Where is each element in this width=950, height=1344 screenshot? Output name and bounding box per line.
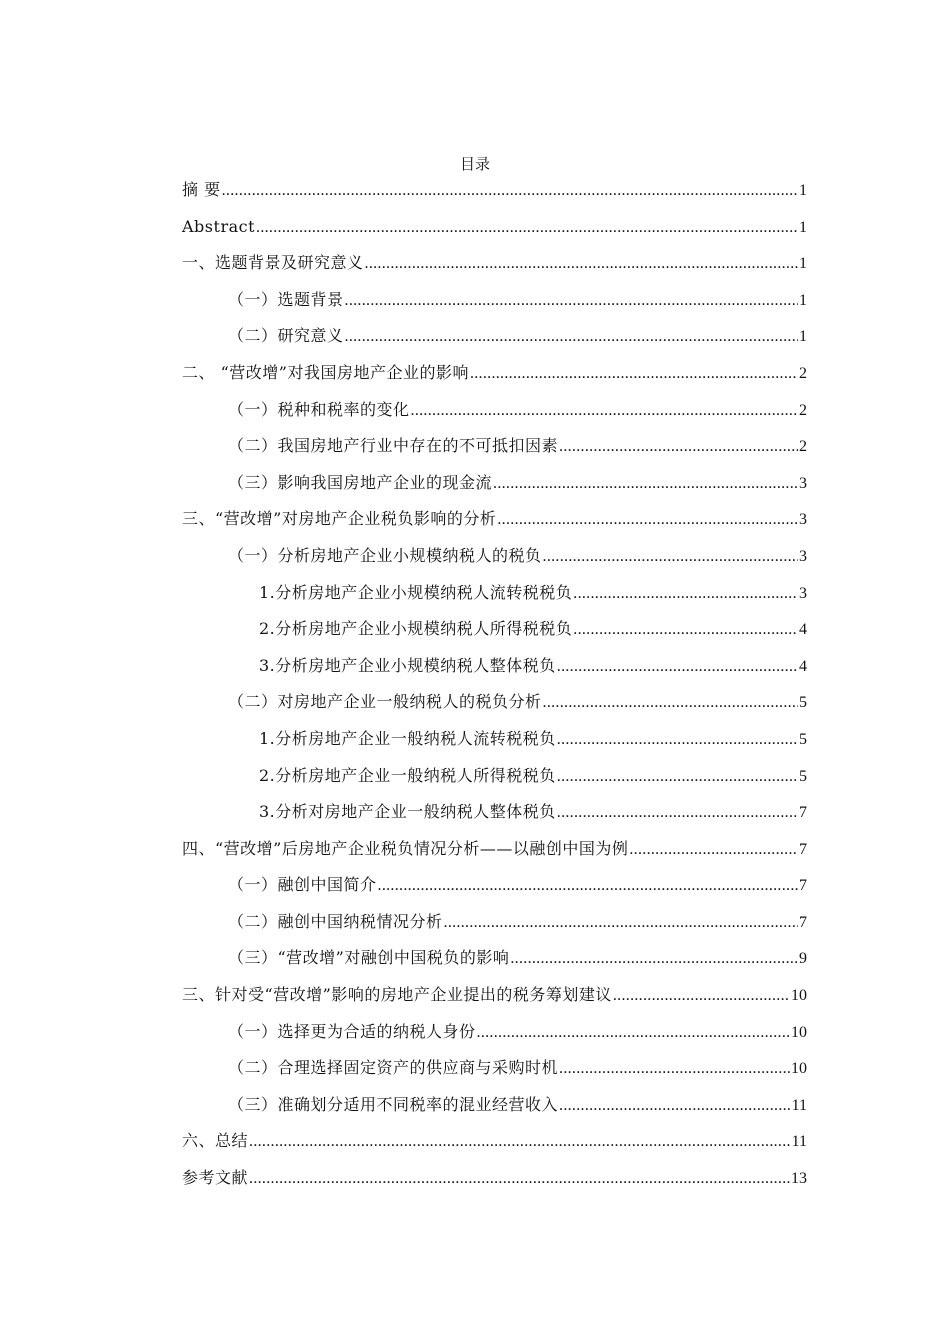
toc-entry-page-number: 5: [799, 730, 807, 748]
toc-entry[interactable]: [182, 907, 807, 944]
toc-entry[interactable]: [182, 468, 807, 505]
dot-leader: [444, 907, 798, 938]
toc-entry-page-number: 4: [799, 621, 807, 639]
toc-entry-title: 3.分析对房地产企业一般纳税人整体税负: [259, 802, 556, 822]
toc-entry-title: Abstract: [182, 216, 256, 236]
toc-entry-page-number: 10: [791, 1060, 807, 1078]
toc-entry-page-number: 3: [799, 547, 807, 565]
toc-title: 目录: [459, 155, 490, 173]
table-of-contents: [182, 175, 807, 1200]
toc-entry[interactable]: [182, 541, 807, 578]
toc-entry-title: （一）选择更为合适的纳税人身份: [228, 1021, 476, 1041]
toc-entry-title: （三）影响我国房地产企业的现金流: [228, 472, 493, 492]
toc-entry-title: （二）研究意义: [228, 326, 344, 346]
toc-entry-title: 三、针对受“营改增”影响的房地产企业提出的税务筹划建议: [182, 985, 612, 1005]
toc-entry-title: 1.分析房地产企业一般纳税人流转税税负: [259, 728, 556, 748]
toc-entry[interactable]: [182, 321, 807, 358]
toc-entry[interactable]: [182, 797, 807, 834]
toc-entry-page-number: 7: [799, 913, 807, 931]
toc-entry[interactable]: [182, 834, 807, 871]
dot-leader: [345, 285, 798, 316]
toc-entry-title: 二、 “营改增”对我国房地产企业的影响: [182, 362, 469, 382]
toc-entry[interactable]: [182, 724, 807, 761]
toc-entry[interactable]: [182, 1053, 807, 1090]
toc-entry-page-number: 2: [799, 401, 807, 419]
toc-entry-title: 参考文献: [182, 1168, 249, 1188]
toc-entry-title: 3.分析房地产企业小规模纳税人整体税负: [259, 655, 556, 675]
toc-entry-title: （一）分析房地产企业小规模纳税人的税负: [228, 545, 542, 565]
toc-entry-page-number: 1: [799, 291, 807, 309]
toc-entry-page-number: 3: [799, 584, 807, 602]
toc-entry-page-number: 13: [791, 1170, 807, 1188]
dot-leader: [613, 980, 790, 1011]
toc-entry-title: 1.分析房地产企业小规模纳税人流转税税负: [259, 582, 573, 602]
dot-leader: [249, 1126, 791, 1157]
dot-leader: [493, 468, 798, 499]
dot-leader: [557, 651, 798, 682]
toc-entry-page-number: 7: [799, 877, 807, 895]
toc-entry-page-number: 5: [799, 694, 807, 712]
toc-entry-title: 2.分析房地产企业一般纳税人所得税税负: [259, 765, 556, 785]
toc-entry-page-number: 1: [799, 182, 807, 199]
toc-entry[interactable]: [182, 1126, 807, 1163]
toc-entry[interactable]: [182, 761, 807, 798]
toc-entry-title: （一）融创中国简介: [228, 875, 377, 895]
dot-leader: [573, 614, 798, 645]
toc-entry[interactable]: [182, 285, 807, 322]
toc-entry-title: （三）准确划分适用不同税率的混业经营收入: [228, 1094, 559, 1114]
toc-entry[interactable]: [182, 395, 807, 432]
toc-entry-page-number: 9: [799, 950, 807, 968]
toc-entry[interactable]: [182, 651, 807, 688]
toc-entry-title: 摘 要: [182, 180, 221, 199]
dot-leader: [559, 1053, 790, 1084]
toc-entry-title: （一）税种和税率的变化: [228, 399, 410, 419]
toc-entry-page-number: 3: [799, 511, 807, 529]
toc-entry[interactable]: [182, 175, 807, 212]
toc-entry-title: （二）对房地产企业一般纳税人的税负分析: [228, 692, 542, 712]
toc-entry-title: （二）融创中国纳税情况分析: [228, 911, 443, 931]
toc-entry-page-number: 7: [799, 840, 807, 858]
toc-entry-title: （三）“营改增”对融创中国税负的影响: [228, 948, 510, 968]
toc-entry-page-number: 1: [799, 328, 807, 346]
toc-entry-title: （二）合理选择固定资产的供应商与采购时机: [228, 1058, 559, 1078]
dot-leader: [573, 578, 798, 609]
toc-entry-page-number: 2: [799, 364, 807, 382]
dot-leader: [543, 541, 798, 572]
dot-leader: [543, 687, 798, 718]
toc-entry-title: 三、“营改增”对房地产企业税负影响的分析: [182, 509, 497, 529]
dot-leader: [559, 431, 798, 462]
toc-entry[interactable]: [182, 248, 807, 285]
toc-entry[interactable]: [182, 614, 807, 651]
toc-entry[interactable]: [182, 212, 807, 249]
toc-entry-page-number: 1: [799, 218, 807, 236]
toc-entry-page-number: 2: [799, 438, 807, 456]
dot-leader: [345, 321, 798, 352]
dot-leader: [629, 834, 798, 865]
dot-leader: [510, 943, 798, 974]
dot-leader: [559, 1090, 791, 1121]
toc-entry-page-number: 4: [799, 657, 807, 675]
toc-entry[interactable]: [182, 1017, 807, 1054]
dot-leader: [411, 395, 798, 426]
toc-entry-page-number: 5: [799, 767, 807, 785]
toc-entry-page-number: 11: [791, 1096, 807, 1114]
dot-leader: [378, 870, 798, 901]
dot-leader: [249, 1163, 790, 1194]
dot-leader: [222, 175, 798, 206]
toc-entry[interactable]: [182, 358, 807, 395]
toc-entry[interactable]: [182, 1090, 807, 1127]
toc-entry[interactable]: [182, 687, 807, 724]
toc-entry-title: 一、选题背景及研究意义: [182, 253, 364, 273]
dot-leader: [256, 212, 798, 243]
toc-entry-page-number: 10: [791, 1023, 807, 1041]
dot-leader: [557, 761, 798, 792]
dot-leader: [497, 504, 798, 535]
toc-entry-title: （一）选题背景: [228, 289, 344, 309]
toc-entry-title: （二）我国房地产行业中存在的不可抵扣因素: [228, 436, 559, 456]
toc-entry[interactable]: [182, 1163, 807, 1200]
dot-leader: [470, 358, 798, 389]
toc-entry-page-number: 11: [791, 1133, 807, 1151]
toc-entry[interactable]: [182, 980, 807, 1017]
toc-entry[interactable]: [182, 578, 807, 615]
toc-entry[interactable]: [182, 870, 807, 907]
toc-entry-title: 六、总结: [182, 1131, 249, 1151]
toc-entry[interactable]: [182, 504, 807, 541]
dot-leader: [365, 248, 798, 279]
dot-leader: [557, 797, 798, 828]
toc-entry-title: 2.分析房地产企业小规模纳税人所得税税负: [259, 619, 573, 639]
toc-entry-page-number: 10: [791, 987, 807, 1005]
toc-entry[interactable]: [182, 431, 807, 468]
toc-entry-page-number: 3: [799, 474, 807, 492]
dot-leader: [477, 1017, 790, 1048]
toc-entry-page-number: 7: [799, 804, 807, 822]
dot-leader: [557, 724, 798, 755]
toc-entry-page-number: 1: [799, 255, 807, 273]
toc-entry[interactable]: [182, 943, 807, 980]
toc-entry-title: 四、“营改增”后房地产企业税负情况分析——以融创中国为例: [182, 838, 629, 858]
